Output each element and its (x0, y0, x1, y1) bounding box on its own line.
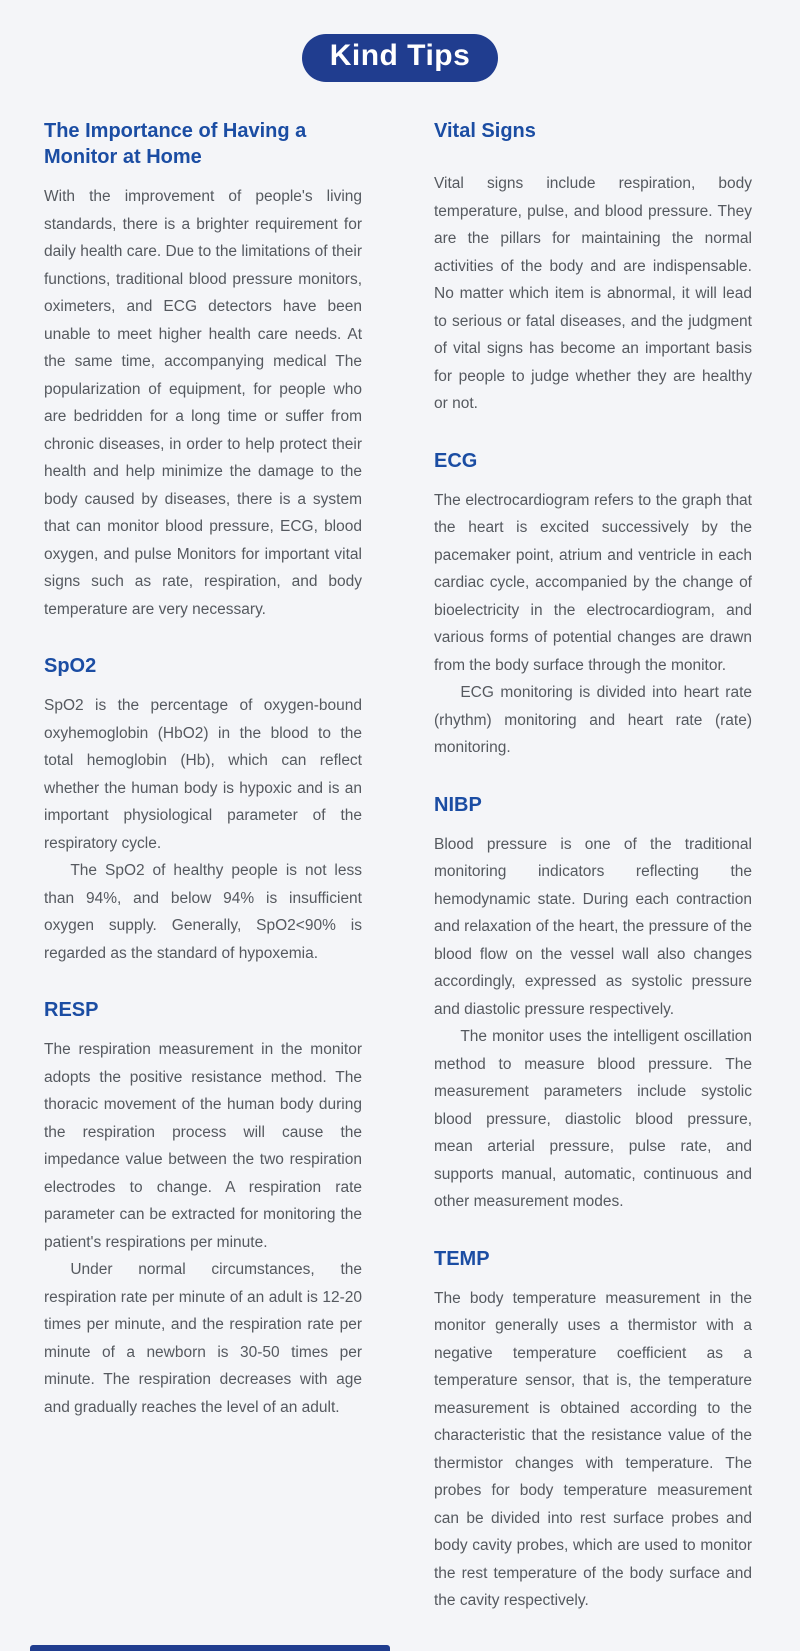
section-heading-nibp: NIBP (434, 793, 482, 816)
section-vital-signs (434, 118, 752, 418)
page-title-pill (302, 34, 499, 82)
section-heading-temp: TEMP (434, 1247, 490, 1270)
section-heading-vital-signs: Vital Signs (434, 120, 536, 142)
paragraph: Vital signs include respiration, body temperature, pulse, and blood pressure. They are the pillars for maintaining the normal activities of the body and are indispensable. No matter which item is abnormal, it will lead to serious or fatal diseases, and the judgment of vital signs has become an important basis for people to judge whether they are healthy or not. (434, 175, 752, 412)
section-heading-ecg: ECG (434, 449, 478, 472)
section-resp (44, 997, 362, 1421)
section-nibp (434, 792, 752, 1216)
paragraph: The respiration measurement in the monitor adopts the positive resistance method. The thoracic movement of the human body during the respiration process will cause the impedance value between the two respiration electrodes to change. A respiration rate parameter can be extracted for monitoring the patient's respirations per minute. (44, 1041, 362, 1251)
paragraph: Under normal circumstances, the respiration rate per minute of an adult is 12-20 times per minute, and the respiration rate per minute of a newborn is 30-50 times per minute. The respiration decreases with age and gradually reaches the level of an adult. (44, 1261, 362, 1416)
paragraph: The SpO2 of healthy people is not less than 94%, and below 94% is insufficient oxygen supply. Generally, SpO2<90% is regarded as the standard of hypoxemia. (44, 862, 362, 962)
paragraph: SpO2 is the percentage of oxygen-bound oxyhemoglobin (HbO2) in the blood to the total hemoglobin (Hb), which can reflect whether the human body is hypoxic and is an important physiological parameter of the respiratory cycle. (44, 697, 362, 852)
paragraph: With the improvement of people's living standards, there is a brighter requirement for daily health care. Due to the limitations of their functions, traditional blood pressure monitors, oximeters, and ECG detectors have been unable to meet higher health care needs. At the same time, accompanying medical The popularization of equipment, for people who are bedridden for a long time or suffer from chronic diseases, in order to help protect their health and help minimize the damage to the body caused by diseases, there is a system that can monitor blood pressure, ECG, blood oxygen, and pulse Monitors for important vital signs such as rate, respiration, and body temperature are very necessary. (44, 188, 362, 618)
section-spo2 (44, 653, 362, 967)
section-heading-spo2: SpO2 (44, 655, 97, 677)
footer-accent-bar (30, 1645, 390, 1651)
section-importance-of-monitor (44, 118, 362, 623)
section-temp (434, 1246, 752, 1615)
section-ecg (434, 448, 752, 762)
left-column (44, 118, 362, 1615)
paragraph: ECG monitoring is divided into heart rate (rhythm) monitoring and heart rate (rate) monitoring. (434, 684, 752, 756)
section-heading-importance: The Importance of Having a Monitor at Home (44, 120, 307, 168)
two-column-layout (0, 82, 800, 1615)
paragraph: The electrocardiogram refers to the graph that the heart is excited successively by the pacemaker point, atrium and ventricle in each cardiac cycle, accompanied by the change of bioelectricity in the electrocardiogram, and various forms of potential changes are drawn from the body surface through the monitor. (434, 491, 752, 674)
section-heading-resp: RESP (44, 999, 99, 1021)
paragraph: The monitor uses the intelligent oscillation method to measure blood pressure. The measurement parameters include systolic blood pressure, diastolic blood pressure, mean arterial pressure, pulse rate, and supports manual, automatic, continuous and other measurement modes. (434, 1028, 752, 1210)
page-title: Kind Tips (329, 39, 471, 72)
paragraph: The body temperature measurement in the monitor generally uses a thermistor with a negative temperature coefficient as a temperature sensor, that is, the temperature measurement is obtained according to the characteristic that the resistance value of the thermistor changes with temperature. The probes for body temperature measurement can be divided into rest surface probes and body cavity probes, which are used to monitor the rest temperature of the body surface and the cavity respectively. (434, 1289, 752, 1609)
paragraph: Blood pressure is one of the traditional monitoring indicators reflecting the hemodynamic state. During each contraction and relaxation of the heart, the pressure of the blood flow on the vessel wall also changes accordingly, expressed as systolic pressure and diastolic pressure respectively. (434, 835, 752, 1018)
right-column (434, 118, 752, 1615)
